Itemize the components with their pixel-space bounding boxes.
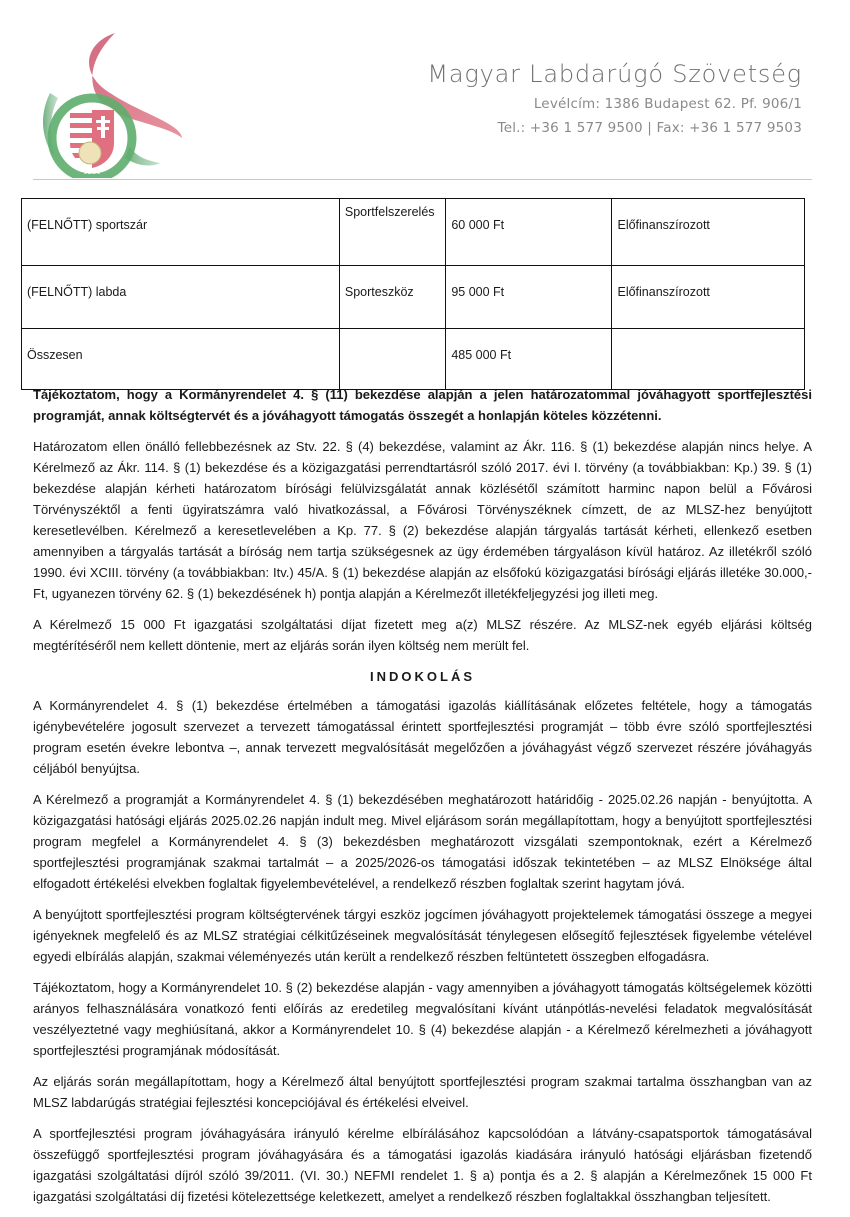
mlsz-crest-icon (30, 28, 190, 178)
amount-cell: 60 000 Ft (446, 199, 612, 266)
table-total-row (22, 329, 805, 390)
category-cell: Sporteszköz (339, 266, 445, 329)
reason-paragraph: A Kormányrendelet 4. § (1) bekezdése értelmében a támogatási igazolás kiállításának előzetes feltétele, hogy a támogatás igénybevételére jogosult szervezet a tervezett támogatással érintett sportfejlesztési programját – több évre szóló sportfejlesztési program esetén évekre lebontva –, annak tervezett megvalósítását megelőzően a jóváhagyást végző szervezet részére jóváhagyás céljából benyújtsa. (33, 698, 812, 776)
postal-address: Levélcím: 1386 Budapest 62. Pf. 906/1 (533, 96, 802, 112)
document-body (33, 384, 812, 1217)
category-cell (339, 329, 445, 390)
svg-text:1901: 1901 (83, 168, 101, 176)
table-row (22, 266, 805, 329)
item-cell: (FELNŐTT) sportszár (22, 199, 340, 266)
appeal-paragraph: Határozatom ellen önálló fellebbezésnek az Stv. 22. § (4) bekezdése, valamint az Ákr. 116. § (1) bekezdése alapján nincs helye. A Kérelmező az Ákr. 114. § (1) bekezdése és a közigazgatási perrendtartásról szóló 2017. évi I. törvény (a továbbiakban: Kp.) 39. § (1) bekezdése alapján kérheti határozatom bírósági felülvizsgálatát annak közlésétől számított harminc napon belül a Fővárosi Törvényszéktől a fenti ügyiratszámra való hivatkozással, a Fővárosi Törvényszéknek címzett, de az MLSZ-hez benyújtott keresetlevélben. Kérelmező a keresetlevelében a Kp. 77. § (2) bekezdése alapján tárgyalás tartását kérheti, ellenkező esetben amennyiben a tárgyalás tartását a bíróság nem tartja szükségesnek az ügy érdemében tárgyaláson kívül határoz. Az illetékről szóló 1990. évi XCIII. törvény (a továbbiakban: Itv.) 45/A. § (1) bekezdése alapján az elsőfokú közigazgatási bírósági eljárás illetéke 30.000,- Ft, ugyanezen törvény 62. § (1) bekezdésének h) pontja alapján a Kérelmezőt illetékfeljegyzési jog illeti meg. (33, 439, 812, 601)
reason-paragraph: A sportfejlesztési program jóváhagyására irányuló kérelme elbírálásához kapcsolódóan a látvány-csapatsportok támogatásával összefüggő sportfejlesztési program jóváhagyására és a támogatási igazolás kiadására irányuló hatósági eljárásban fizetendő igazgatási szolgáltatási díjról szóló 39/2011. (VI. 30.) NEFMI rendelet 1. § a) pontja és a 2. § alapján a Kérelmezőnek 15 000 Ft igazgatási szolgáltatási díj fizetési kötelezettsége keletkezett, amelyet a rendelkező részben foglaltakkal összhangban teljesített. (33, 1126, 812, 1204)
reason-paragraph: A benyújtott sportfejlesztési program költségtervének tárgyi eszköz jogcímen jóváhagyott projektelemek támogatási összege a megyei igényeknek megfelelő és az MLSZ stratégiai célkitűzéseinek megvalósítását ténylegesen elősegítő fejlesztések figyelembe vételével egyedi elbírálás alapján, szakmai véleményezés után került a rendelkező részben feltüntetett összegben elfogadásra. (33, 907, 812, 964)
reason-paragraph: Tájékoztatom, hogy a Kormányrendelet 10. § (2) bekezdése alapján - vagy amennyiben a jóváhagyott támogatás költségelemek közötti arányos felhasználására vonatkozó fenti előírás az eredetileg megvalósítani kívánt utánpótlás-nevelési feladatok megvalósítását veszélyeztetné vagy meghiúsítaná, akkor a Kormányrendelet 10. § (4) bekezdése alapján - a Kérelmező kérelmezheti a jóváhagyott sportfejlesztési programjának módosítását. (33, 980, 812, 1058)
table-row (22, 199, 805, 266)
fee-paragraph: A Kérelmező 15 000 Ft igazgatási szolgáltatási díjat fizetett meg a(z) MLSZ részére. Az MLSZ-nek egyéb eljárási költség megtérítéséről nem kellett döntenie, mert az eljárás során ilyen költség nem merült fel. (33, 617, 812, 653)
header-divider (33, 179, 812, 180)
section-heading: INDOKOLÁS (370, 669, 475, 684)
item-cell: (FELNŐTT) labda (22, 266, 340, 329)
status-cell: Előfinanszírozott (612, 199, 805, 266)
contact-numbers: Tel.: +36 1 577 9500 | Fax: +36 1 577 9503 (497, 120, 802, 136)
letterhead (427, 60, 802, 144)
category-cell: Sportfelszerelés (339, 199, 445, 266)
status-cell (612, 329, 805, 390)
reason-paragraph: A Kérelmező a programját a Kormányrendelet 4. § (1) bekezdésében meghatározott határidőig - 2025.02.26 napján - benyújtotta. A közigazgatási hatósági eljárás 2025.02.26 napján indult meg. Mivel eljárásom során megállapítottam, hogy a benyújtott sportfejlesztési program megfelel a Kormányrendelet 4. § (3) bekezdésben meghatározott vizsgálati szempontoknak, ezért a Kérelmező sportfejlesztési programjának szakmai tartalmát – a 2025/2026-os támogatási időszak tekintetében – az MLSZ Elnöksége által elfogadott értékelési elvekben foglaltak figyelembevételével, a rendelkező részben foglaltak szerint hagytam jóvá. (33, 792, 812, 891)
publication-notice: Tájékoztatom, hogy a Kormányrendelet 4. § (11) bekezdése alapján a jelen határozatommal jóváhagyott sportfejlesztési programját, annak költségtervét és a jóváhagyott támogatás összegét a honlapján köteles közzétenni. (33, 387, 812, 423)
budget-table (21, 198, 805, 390)
amount-cell: 95 000 Ft (446, 266, 612, 329)
total-amount-cell: 485 000 Ft (446, 329, 612, 390)
reason-paragraph: Az eljárás során megállapítottam, hogy a Kérelmező által benyújtott sportfejlesztési program szakmai tartalma összhangban van az MLSZ labdarúgás stratégiai fejlesztési koncepciójával és értékelési elveivel. (33, 1074, 812, 1110)
status-cell: Előfinanszírozott (612, 266, 805, 329)
organization-name: Magyar Labdarúgó Szövetség (427, 60, 802, 88)
total-label-cell: Összesen (22, 329, 340, 390)
